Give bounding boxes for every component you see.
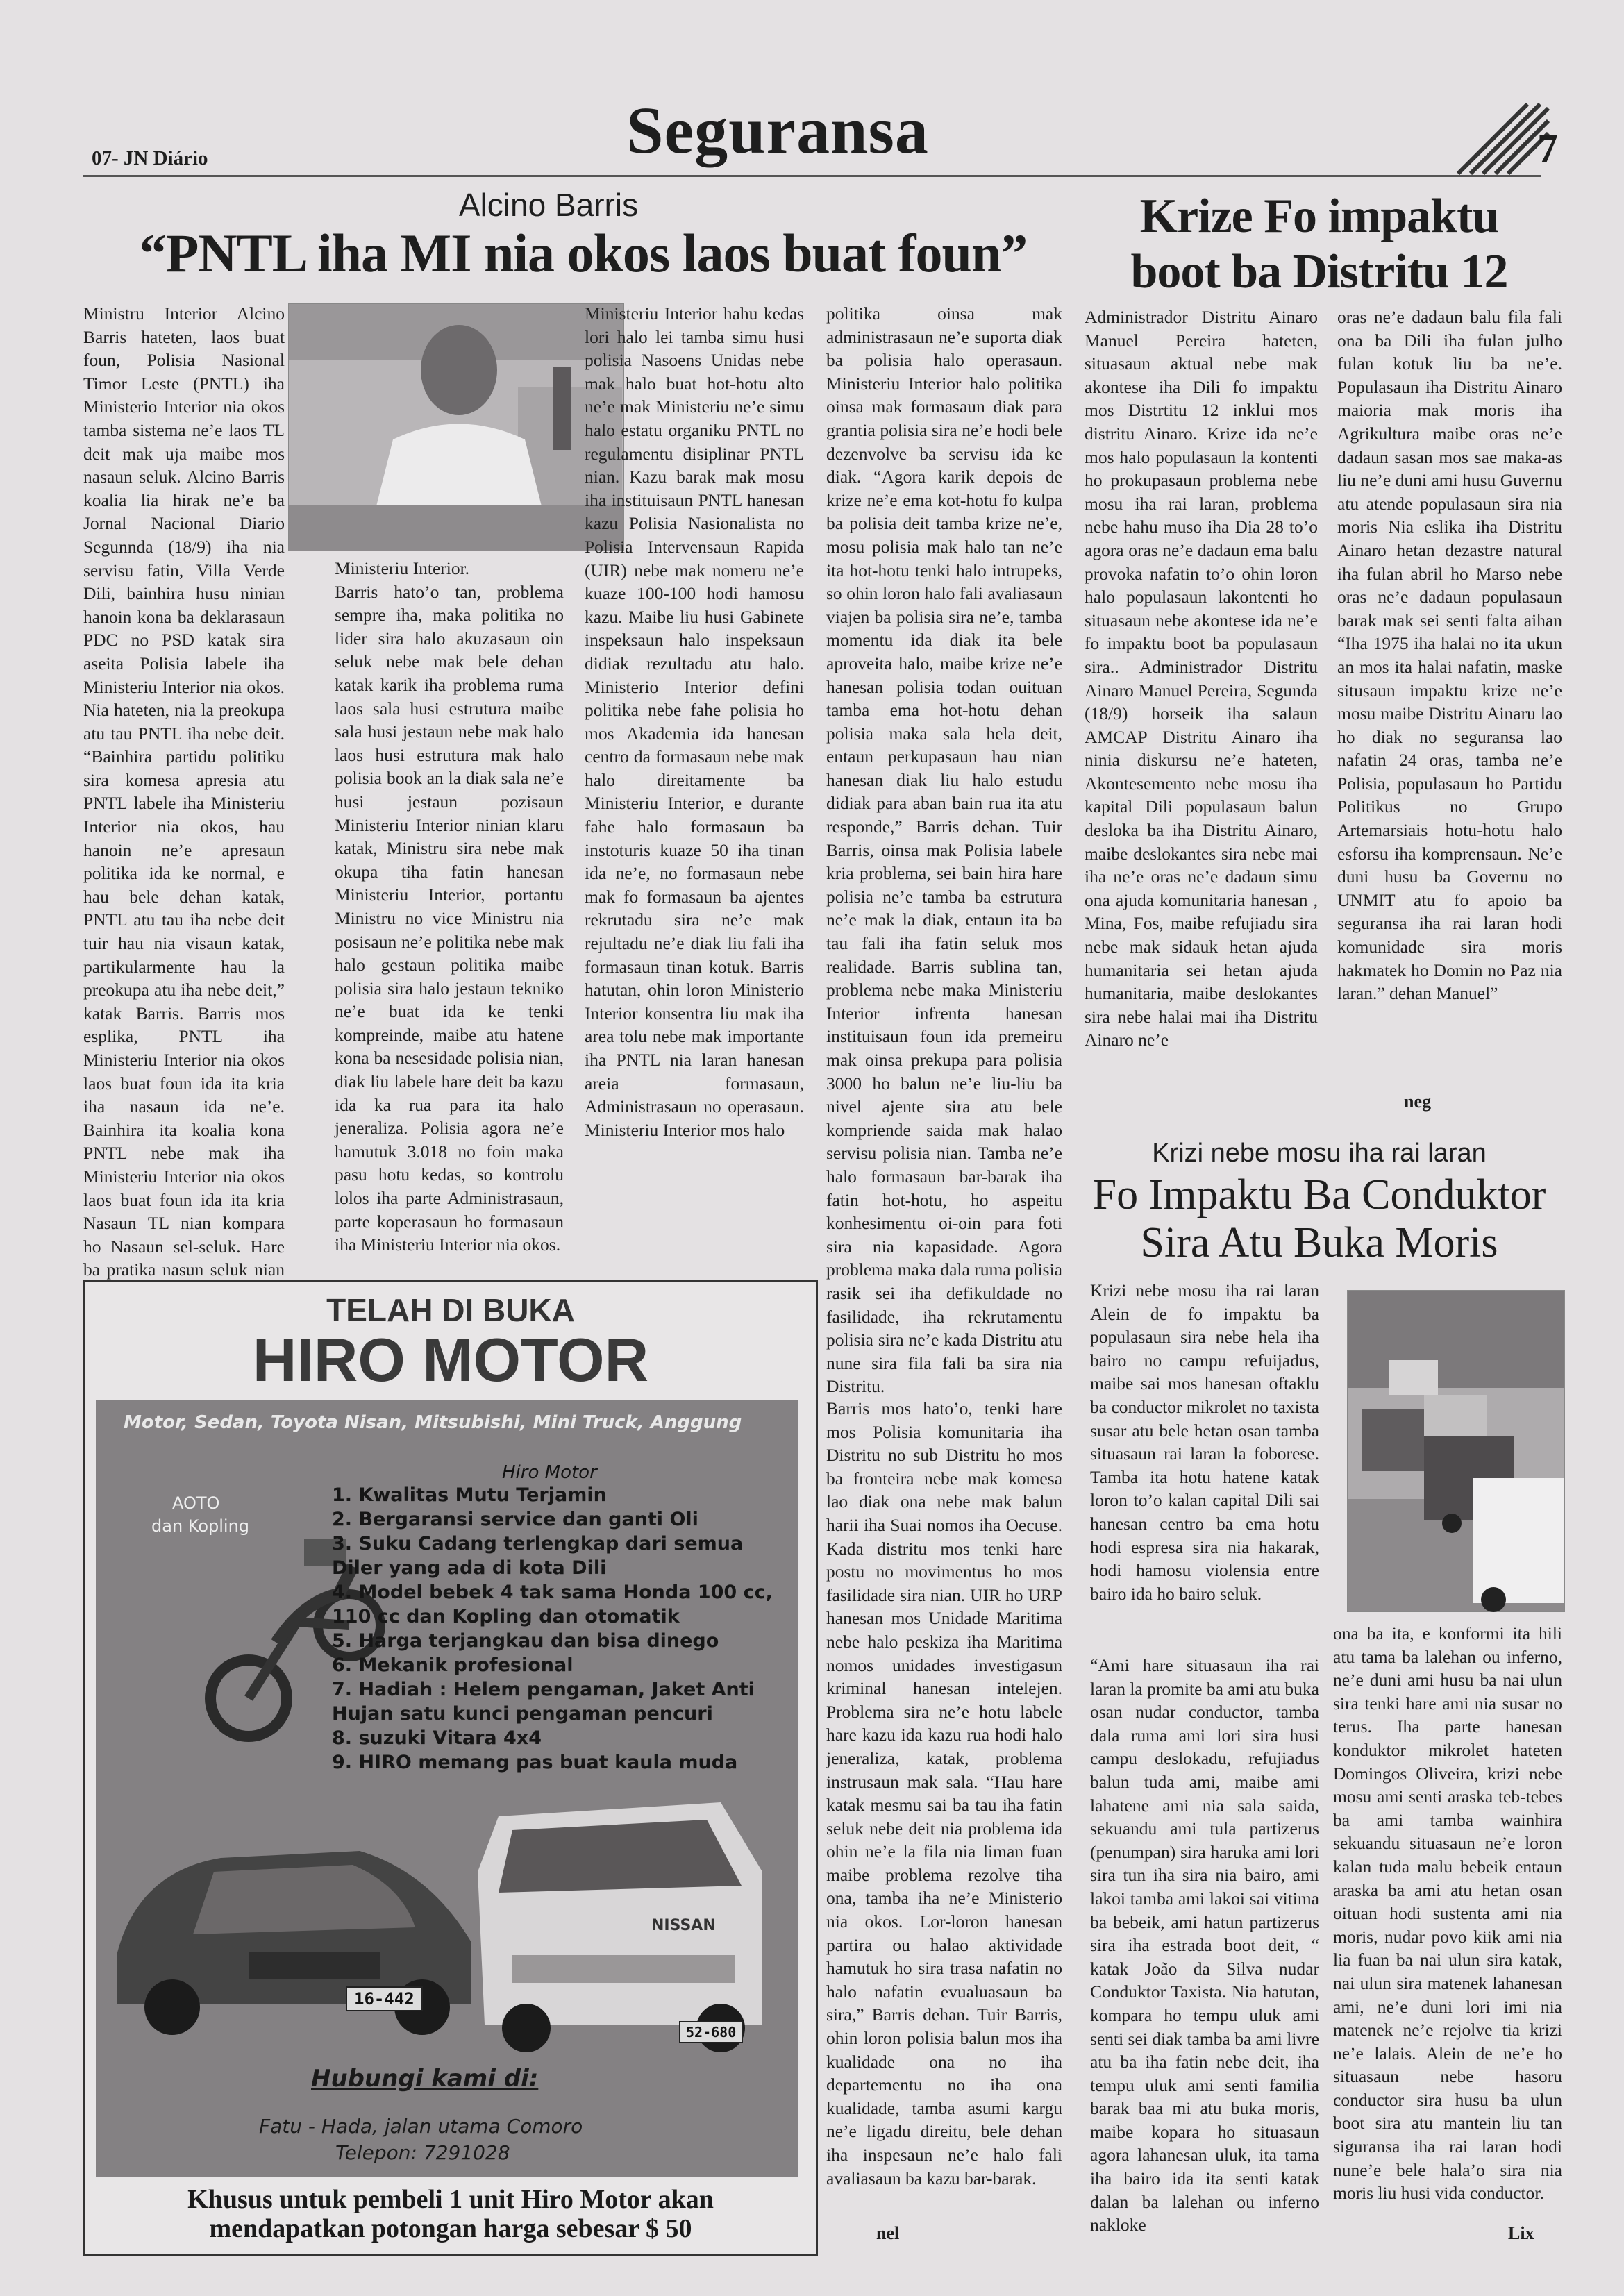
krize-col2-text: oras ne’e dadaun balu fila fali ona ba Dili iha fulan julho fulan kotuk liu ba ne’e. Populasaun iha Distritu Ainaro maioria mak moris iha Agrikultura maibe oras ne’e dadaun sasan mos sae maka-as liu ne’e duni ami husu Guvernu atu atende populasaun sira nia moris Nia eslika iha Distritu Ainaro hetan dezastre natural iha fulan abril ho Marso nebe oras ne’e dadaun populasaun barak mak sei senti falta aihan “Iha 1975 iha halai no ita ukun an mos ita halai nafatin, maske situsaun impaktu krize ne’e mosu maibe Distritu Ainaru lao ho diak no seguransa lao nafatin 24 oras, tamba ne’e Polisia, populasaun ho Partidu Politikus no Grupo Artemarsiais hotu-hotu halo esforsu iha komprensaun. Ne’e duni husu ba Governu no UNMIT atu fo apoio ba seguransa iha rai laran hodi komunidade sira moris hakmatek ho Domin no Paz nia laran.” dehan Manuel”: [1337, 307, 1562, 1004]
main-headline: “PNTL iha MI nia okos laos buat foun”: [139, 223, 1028, 283]
traffic-photo: [1347, 1290, 1565, 1612]
main-article-col2-text: Barris hato’o tan, problema sempre iha, maka politika no lider sira halo akuzasaun oin seluk nebe mak bele dehan katak karik iha problema ruma laos sala husi estrutura maibe sala husi jestaun nebe mak halo laos husi estrutura mak halo polisia book an la diak sala ne’e husi jestaun pozisaun Ministeriu Interior ninian klaru katak, Ministru sira nebe mak okupa tiha fatin hanesan Ministeriu Interior, portantu Ministru no vice Ministru nia posisaun ne’e politika nebe mak halo gestaun politika maibe polisia sira halo jestaun tekniko ne’e buat ida ke tenki kompreinde, maibe atu hatene kona ba nesesidade polisia nian, diak liu labele hare deit ba kazu ida ka rua para ita halo jeneraliza. Polisia agora ne’e hamutuk 3.018 no foin maka pasu hotu kedas, so kontrolu lolos iha parte Administrasaun, parte koperasaun ho formasaun iha Ministeriu Interior nia okos.: [335, 581, 564, 1255]
krize-col1: [1085, 305, 1318, 1118]
main-article-col1-text: Ministru Interior Alcino Barris hateten, laos buat foun, Polisia Nasional Timor Leste (PNTL) iha Ministerio Interior nia okos tamba sistema ne’e laos TL deit mak uja maibe mos nasaun seluk. Alcino Barris koalia lia hirak ne’e ba Jornal Nacional Diario Segunnda (18/9) iha nia servisu fatin, Villa Verde Dili, bainhira husu ninian hanoin kona ba deklarasaun PDC no PSD katak sira aseita Polisia labele iha Ministeriu Interior nia okos. Nia hateten, nia la preokupa atu tau PNTL iha nebe deit. “Bainhira partidu politiku sira komesa apresia atu PNTL labele iha Ministeriu Interior nia okos, hau hanoin ne’e apresaun politika ida ke normal, e hau bele dehan katak, PNTL atu tau iha nebe deit tuir hau nia visaun katak, partikularmente hau la preokupa atu iha nebe deit,” katak Barris. Barris mos esplika, PNTL iha Ministeriu Interior nia okos laos buat foun ida ita kria iha nasaun ida ne’e. Bainhira ita koalia kona PNTL nebe mak iha Ministeriu Interior nia okos laos buat foun ida ita kria Nasaun TL nian kompara ho Nasaun sel-seluk. Hare ba pratika nasun seluk nian: [83, 303, 285, 1280]
conductor-col2-text: ona ba ita, e konformi ita hili atu tama ba lalehan ou inferno, ne’e duni ami husu ba nai ulun sira tenki hare ami nia susar no terus. Iha parte hanesan konduktor mikrolet hateten Domingos Oliveira, krizi nebe mosu ami senti araska teb-tebes ba ami tamba wainhira sekuandu situasaun ne’e loron kalan tuda malu bebeik entaun araska ba ami atu hetan osan oituan hodi sustenta ami nia moris, nudar povo kiik ami nia lia fuan ba nai ulun sira katak, nai ulun sira matenek lahanesan ami, ne’e duni lori imi nia matenek ne’e rejolve tia krizi ne’e lalais. Alein de ne’e ho situasaun nebe hasoru conductor sira husu ba ulun boot sira atu mantein liu tan siguransa iha rai laran hodi nune’e bele hala’o sira nia moris liu husi vida conductor.: [1333, 1623, 1562, 2204]
main-article-col3-text: Ministeriu Interior hahu kedas lori halo lei tamba simu husi polisia Nasoens Unidas nebe mak halo buat hot-hotu alto ne’e mak Ministeriu ne’e simu halo estatu organiku PNTL no regulamentu disiplinar PNTL nian. Kazu barak mak mosu iha instituisaun PNTL hanesan kazu Polisia Nasionalista no Polisia Intervensaun Rapida (UIR) nebe mak nomeru ne’e kuaze 100-100 hodi hamosu kazu. Maibe liu husi Gabinete inspeksaun halo inspeksaun didiak rezultadu atu halo. Ministerio Interior defini politika nebe fahe polisia ho mos Akademia ida hanesan centro da formasaun nebe mak halo direitamente ba Ministeriu Interior, e durante fahe halo formasaun ba instoturis kuaze 50 iha tinan ida ne’e, no formasaun nebe mak fo formasaun ba ajentes rekrutadu sira ne’e mak rejultadu ne’e diak liu fali iha formasaun tinan kotuk. Barris hatutan, ohin loron Ministerio Interior konsentra liu mak iha area tolu nebe mak importante iha PNTL nia laran hanesan areia formasaun, Administrasaun no operasaun. Ministeriu Interior mos halo: [585, 303, 804, 1140]
ad-feature-4: 4. Model bebek 4 tak sama Honda 100 cc, 110 cc dan Kopling dan otomatik: [332, 1582, 773, 1627]
main-kicker: Alcino Barris: [458, 187, 639, 223]
main-article-col4a: [826, 302, 1062, 1396]
page-stripes-icon: [1444, 97, 1548, 174]
ad-feature-2: 2. Bergaransi service dan ganti Oli: [332, 1509, 698, 1530]
main-article-col4b-text: Barris mos hato’o, tenki hare mos Polisia komunitaria iha Distritu no sub Distritu ho mos ba fronteira nebe mak komesa lao diak ona nebe mak balun harii iha Suai nomos iha Oecuse. Kada distritu mos tenki hare postu no movimentus ho mos fasilidade sira nian. UIR ho URP hanesan mos Unidade Maritima nebe halo peskiza iha Maritima nomos unidades investigasun kriminal hanesan intelejen. Problema sira ne’e hotu labele hare kazu ida kazu rua hodi halo jeneraliza, katak, problema instrusaun mak sala. “Hau hare katak mesmu sai ba tau iha fatin seluk nebe deit nia problema ida ohin ne’e la fila nia liman fuan maibe problema rezolve tiha ona, tamba iha ne’e Ministerio nia okos. Lor-loron hanesan partira ou halao aktividade hamutuk ho sira trasa nafatin no halo nafatin evualuasaun ba sira,” Barris dehan. Tuir Barris, ohin loron polisia balun mos iha kualidade ona no iha departementu no iha ona kualidade, tamba asumi kargu ne’e ligadu direitu, bele dehan iha inspesaun ne’e halo fali avaliasaun ba kazu bar-barak.: [826, 1398, 1062, 2188]
main-article-col1: [83, 302, 285, 1280]
hiro-motor-ad: [83, 1280, 818, 2256]
ad-top-line: TELAH DI BUKA: [326, 1292, 575, 1328]
page-number: 7: [1537, 126, 1558, 171]
krize-signature: neg: [1404, 1091, 1431, 1112]
conductor-headline-line2: Sira Atu Buka Moris: [1140, 1219, 1498, 1266]
ad-feature-6: 6. Mekanik profesional: [332, 1654, 574, 1676]
main-article-col4a-text: politika oinsa mak administrasaun ne’e suporta diak ba polisia halo operasaun. Ministeriu Interior halo politika oinsa mak formasaun diak para grantia polisia sira ne’e hodi bele dezenvolve ba servisu ida ke diak. “Agora karik depois de krize ne’e ema kot-hotu fo kulpa ba polisia deit tamba krize ne’e, mosu polisia mak halo tan ne’e ita hot-hotu tenki halo intrupeks, so ohin loron halo fali avaliasaun viajen ba polisia sira ne’e, tamba momentu ida diak ita bele aproveita halo, maibe krize ne’e hanesan polisia todan ouituan tamba ema hot-hotu dehan polisia maka sala hela deit, entaun perkupasaun hau nian hanesan diak liu halo estudu didiak para aban bain rua ita atu responde,” Barris dehan. Tuir Barris, oinsa mak Polisia labele kria problema, sei bain hira hare polisia ne’e tamba ba estrutura ne’e mak la diak, entaun ita ba tau fali iha fatin seluk mos realidade. Barris sublina tan, problema nebe maka Ministeriu Interior infrenta hanesan instituisaun foun ida premeiru mak oinsa prekupa para polisia 3000 ho balun ne’e liu-liu ba nivel ajente sira atu bele kompriende saida mak halao servisu polisia nian. Tamba ne’e halo formasaun bar-barak iha fatin hot-hotu, ho aspeitu konhesimentu oi-oin para foti sira nia kapasidade. Agora problema maka dala ruma polisia rasik sei iha defikuldade no fasilidade, iha rekrutamentu polisia sira ne’e kada Distritu atu nune sira fila fali ba sira nia Distritu.: [826, 303, 1062, 1397]
conductor-col1b: [1090, 1654, 1319, 2265]
conductor-col1a: [1090, 1279, 1319, 1654]
conductor-col1b-text: “Ami hare situasaun iha rai laran la promite ba ami atu buka osan nudar conductor, tamba dala ruma ami lori sira husi campu deslokadu, refujiadus balun tuda ami, maibe ami lahatene ami nia sala saida, sekuandu ami tula partizerus (penumpan) sira haruka ami lori sira tun iha sira nia bairo, ami lakoi tamba ami lakoi sai vitima ba bebeik, ami hatun partizerus sira iha estrada boot deit, “ katak João da Silva nudar Conduktor Taxista. Nia hatutan, kompara ho tempu uluk ami senti sei diak tamba ba ami livre atu ba iha fatin nebe deit, iha tempu uluk ami senti familia barak baa mi atu buka moris, maibe kopara ho situasaun agora lahanesan uluk, ita tama iha bairo ida ita senti katak dalan ba lalehan ou inferno nakloke: [1090, 1655, 1319, 2236]
main-article-col4b: [826, 1397, 1062, 2237]
ad-sub-brand: Hiro Motor: [502, 1462, 597, 1483]
minister-photo: [288, 303, 624, 551]
truck-plate: 52-680: [679, 2021, 743, 2043]
ad-brand: HIRO MOTOR: [252, 1325, 649, 1394]
ad-side-tag-1: AOTO: [172, 1493, 220, 1513]
ad-feature-5: 5. Harga terjangkau dan bisa dinego: [332, 1630, 719, 1652]
sedan-plate: 16-442: [346, 1986, 423, 2011]
krize-headline-line2: boot ba Distritu 12: [1130, 245, 1508, 299]
sedan-image: [110, 1816, 485, 2045]
ad-address: Fatu - Hada, jalan utama Comoro: [259, 2115, 583, 2138]
ad-feature-list: [332, 1483, 790, 1775]
krize-col2: [1337, 305, 1562, 1083]
conductor-signature: Lix: [1508, 2223, 1534, 2243]
header-rule: [83, 175, 1541, 177]
ad-picture-panel: [96, 1400, 798, 2177]
main-article-signature: nel: [876, 2223, 900, 2243]
krize-headline-line1: Krize Fo impaktu: [1139, 190, 1499, 243]
conductor-col2: [1333, 1622, 1562, 2247]
ad-car-brands: Motor, Sedan, Toyota Nisan, Mitsubishi, Mini Truck, Anggung: [124, 1412, 742, 1433]
ad-feature-1: 1. Kwalitas Mutu Terjamin: [332, 1484, 607, 1506]
ad-feature-8: 8. suzuki Vitara 4x4: [332, 1727, 542, 1749]
ad-feature-3: 3. Suku Cadang terlengkap dari semua Diler yang ada di kota Dili: [332, 1533, 744, 1579]
ad-feature-9: 9. HIRO memang pas buat kaula muda: [332, 1752, 738, 1773]
photo-caption: Ministeriu Interior.: [335, 558, 470, 578]
page-label: 07- JN Diário: [92, 147, 208, 169]
krize-col1-text: Administrador Distritu Ainaro Manuel Pereira hateten, situasaun aktual nebe mak akontese iha Dili fo impaktu mos Distrtitu 12 inklui mos distritu Ainaro. Krize ida ne’e mos halo populasaun la kontenti ho prokupasaun problema nebe mosu iha rai laran, problema nebe hahu muso iha Dia 28 to’o agora oras ne’e dadaun ema balu provoka nafatin to’o ohin loron halo populasaun lakontenti ho situasaun nebe akontese ida ne’e fo impaktu boot ba populasaun sira.. Administrador Distritu Ainaro Manuel Pereira, Segunda (18/9) horseik iha salaun AMCAP Distritu Ainaro iha ninia diskursu ne’e hateten, Akontesemento nebe mosu iha kapital Dili populasaun balun desloka ba iha Distritu Ainaro, maibe deslokantes sira nebe mai iha ne’e oras ne’e dadaun simu ona ajuda komunitaria hanesan , Mina, Fos, maibe refujiadu sira nebe mak sidauk hetan ajuda humanitaria sei hetan ajuda humanitaria, maibe deslokantes sira nebe halai mai iha Distritu Ainaro ne’e: [1085, 307, 1318, 1050]
ad-promo-line1: Khusus untuk pembeli 1 unit Hiro Motor akan: [187, 2185, 714, 2214]
ad-feature-7: 7. Hadiah : Helem pengaman, Jaket Anti Hujan satu kunci pengaman pencuri: [332, 1679, 755, 1725]
conductor-col1a-text: Krizi nebe mosu iha rai laran Alein de fo impaktu ba populasaun sira nebe hela iha bairo no campu refuijadus, maibe sai mos hanesan oftaklu ba conductor mikrolet no taxista susar atu bele hetan osan tamba situasaun rai laran la foborese. Tamba ita hotu hatene katak loron to’o kalan capital Dili sai hanesan centro ba ema hotu hodi espresa sira nia hakarak, hodi hamosu violensia entre bairo ida ho bairo seluk.: [1090, 1280, 1319, 1604]
section-title: Seguransa: [626, 93, 929, 167]
conductor-headline-line1: Fo Impaktu Ba Conduktor: [1092, 1171, 1546, 1218]
ad-side-tag-2: dan Kopling: [151, 1516, 250, 1536]
main-article-col2: [335, 557, 564, 1272]
ad-phone: Telepon: 7291028: [335, 2141, 510, 2164]
main-article-col3: [585, 302, 804, 1268]
conductor-kicker: Krizi nebe mosu iha rai laran: [1152, 1139, 1487, 1168]
truck-brand: NISSAN: [651, 1917, 716, 1934]
ad-contact-heading: Hubungi kami di:: [311, 2065, 539, 2093]
ad-promo-line2: mendapatkan potongan harga sebesar $ 50: [209, 2214, 692, 2243]
